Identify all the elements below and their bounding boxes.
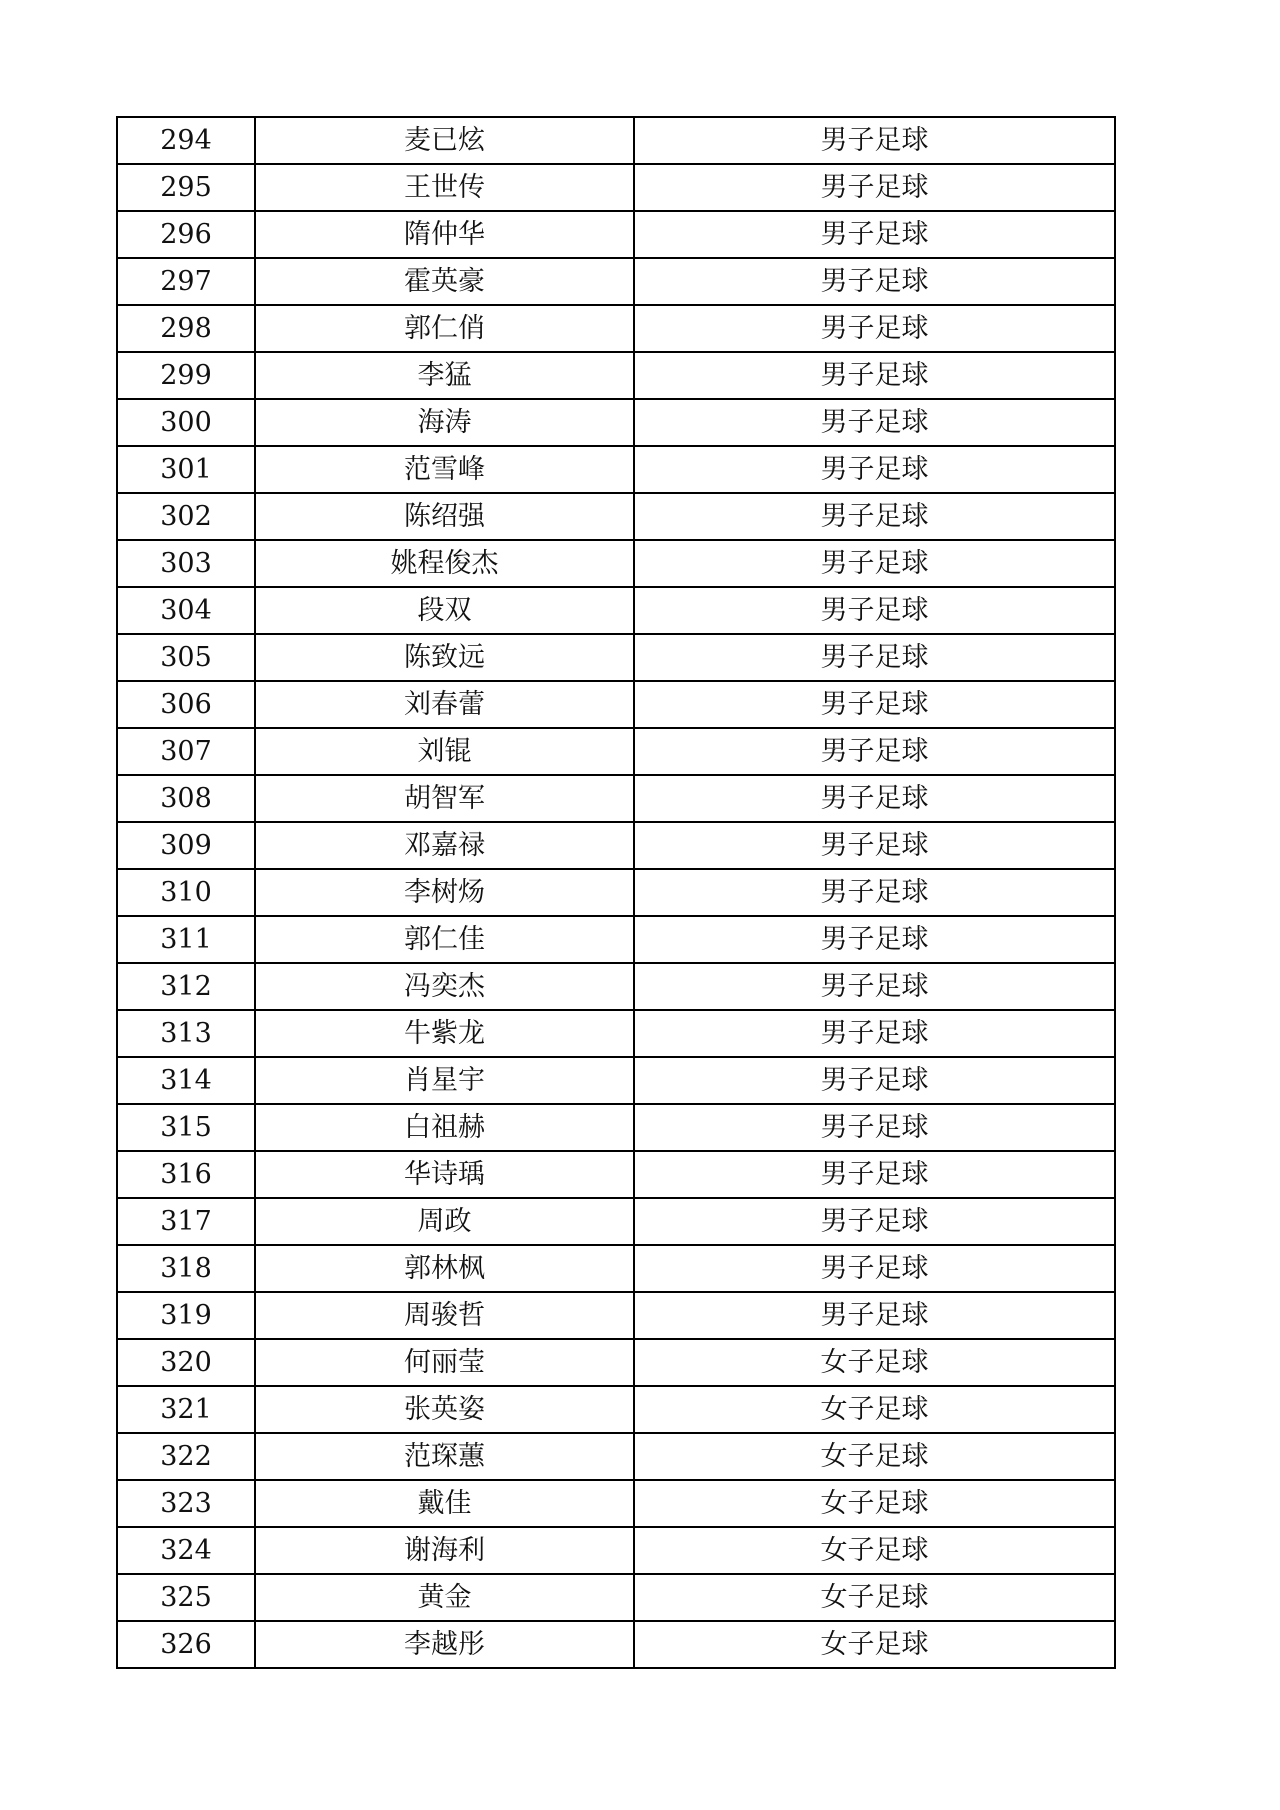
row-number-cell: 313: [117, 1010, 255, 1057]
sport-cell: 男子足球: [634, 869, 1115, 916]
sport-cell: 女子足球: [634, 1621, 1115, 1668]
sport-cell: 男子足球: [634, 728, 1115, 775]
row-number-cell: 294: [117, 117, 255, 164]
sport-cell: 男子足球: [634, 211, 1115, 258]
name-cell: 陈致远: [255, 634, 634, 681]
row-number-cell: 302: [117, 493, 255, 540]
sport-cell: 男子足球: [634, 1010, 1115, 1057]
sport-cell: 男子足球: [634, 775, 1115, 822]
table-row: [117, 493, 1115, 540]
row-number-cell: 314: [117, 1057, 255, 1104]
name-cell: 肖星宇: [255, 1057, 634, 1104]
table-row: [117, 728, 1115, 775]
sport-cell: 男子足球: [634, 1104, 1115, 1151]
row-number-cell: 295: [117, 164, 255, 211]
sport-cell: 男子足球: [634, 258, 1115, 305]
name-cell: 刘春蕾: [255, 681, 634, 728]
sport-cell: 女子足球: [634, 1480, 1115, 1527]
sport-cell: 男子足球: [634, 540, 1115, 587]
sport-cell: 女子足球: [634, 1527, 1115, 1574]
row-number-cell: 301: [117, 446, 255, 493]
name-cell: 华诗瑀: [255, 1151, 634, 1198]
roster-table: [116, 116, 1116, 1669]
table-row: [117, 258, 1115, 305]
name-cell: 黄金: [255, 1574, 634, 1621]
table-row: [117, 1339, 1115, 1386]
name-cell: 白祖赫: [255, 1104, 634, 1151]
name-cell: 谢海利: [255, 1527, 634, 1574]
sport-cell: 男子足球: [634, 916, 1115, 963]
row-number-cell: 303: [117, 540, 255, 587]
row-number-cell: 316: [117, 1151, 255, 1198]
name-cell: 牛紫龙: [255, 1010, 634, 1057]
sport-cell: 男子足球: [634, 822, 1115, 869]
row-number-cell: 312: [117, 963, 255, 1010]
name-cell: 胡智军: [255, 775, 634, 822]
row-number-cell: 307: [117, 728, 255, 775]
name-cell: 戴佳: [255, 1480, 634, 1527]
table-row: [117, 916, 1115, 963]
table-row: [117, 822, 1115, 869]
sport-cell: 男子足球: [634, 1151, 1115, 1198]
row-number-cell: 311: [117, 916, 255, 963]
table-row: [117, 1621, 1115, 1668]
name-cell: 刘锟: [255, 728, 634, 775]
row-number-cell: 306: [117, 681, 255, 728]
sport-cell: 女子足球: [634, 1574, 1115, 1621]
table-row: [117, 1245, 1115, 1292]
table-row: [117, 305, 1115, 352]
row-number-cell: 322: [117, 1433, 255, 1480]
name-cell: 海涛: [255, 399, 634, 446]
name-cell: 周政: [255, 1198, 634, 1245]
sport-cell: 女子足球: [634, 1339, 1115, 1386]
table-row: [117, 587, 1115, 634]
sport-cell: 男子足球: [634, 446, 1115, 493]
row-number-cell: 326: [117, 1621, 255, 1668]
name-cell: 邓嘉禄: [255, 822, 634, 869]
row-number-cell: 308: [117, 775, 255, 822]
table-row: [117, 1433, 1115, 1480]
name-cell: 郭林枫: [255, 1245, 634, 1292]
sport-cell: 男子足球: [634, 117, 1115, 164]
sport-cell: 男子足球: [634, 305, 1115, 352]
name-cell: 张英姿: [255, 1386, 634, 1433]
name-cell: 陈绍强: [255, 493, 634, 540]
table-row: [117, 775, 1115, 822]
sport-cell: 男子足球: [634, 1292, 1115, 1339]
name-cell: 冯奕杰: [255, 963, 634, 1010]
name-cell: 周骏哲: [255, 1292, 634, 1339]
table-row: [117, 1292, 1115, 1339]
table-row: [117, 963, 1115, 1010]
row-number-cell: 299: [117, 352, 255, 399]
table-row: [117, 352, 1115, 399]
sport-cell: 男子足球: [634, 681, 1115, 728]
name-cell: 李树炀: [255, 869, 634, 916]
row-number-cell: 320: [117, 1339, 255, 1386]
table-row: [117, 869, 1115, 916]
name-cell: 何丽莹: [255, 1339, 634, 1386]
row-number-cell: 318: [117, 1245, 255, 1292]
sport-cell: 女子足球: [634, 1433, 1115, 1480]
table-row: [117, 211, 1115, 258]
row-number-cell: 310: [117, 869, 255, 916]
row-number-cell: 304: [117, 587, 255, 634]
table-row: [117, 446, 1115, 493]
row-number-cell: 297: [117, 258, 255, 305]
sport-cell: 男子足球: [634, 1245, 1115, 1292]
name-cell: 麦已炫: [255, 117, 634, 164]
sport-cell: 男子足球: [634, 963, 1115, 1010]
sport-cell: 男子足球: [634, 634, 1115, 681]
table-row: [117, 634, 1115, 681]
table-row: [117, 1386, 1115, 1433]
name-cell: 郭仁俏: [255, 305, 634, 352]
sport-cell: 男子足球: [634, 164, 1115, 211]
table-row: [117, 1151, 1115, 1198]
row-number-cell: 315: [117, 1104, 255, 1151]
name-cell: 范琛蕙: [255, 1433, 634, 1480]
table-row: [117, 1574, 1115, 1621]
row-number-cell: 305: [117, 634, 255, 681]
table-row: [117, 1104, 1115, 1151]
sport-cell: 男子足球: [634, 352, 1115, 399]
table-row: [117, 540, 1115, 587]
row-number-cell: 309: [117, 822, 255, 869]
name-cell: 王世传: [255, 164, 634, 211]
name-cell: 范雪峰: [255, 446, 634, 493]
name-cell: 郭仁佳: [255, 916, 634, 963]
sport-cell: 男子足球: [634, 587, 1115, 634]
sport-cell: 男子足球: [634, 1057, 1115, 1104]
name-cell: 隋仲华: [255, 211, 634, 258]
sport-cell: 男子足球: [634, 493, 1115, 540]
table-row: [117, 164, 1115, 211]
row-number-cell: 324: [117, 1527, 255, 1574]
sport-cell: 男子足球: [634, 1198, 1115, 1245]
row-number-cell: 317: [117, 1198, 255, 1245]
table-row: [117, 1198, 1115, 1245]
sport-cell: 男子足球: [634, 399, 1115, 446]
row-number-cell: 296: [117, 211, 255, 258]
table-row: [117, 681, 1115, 728]
sport-cell: 女子足球: [634, 1386, 1115, 1433]
row-number-cell: 323: [117, 1480, 255, 1527]
table-row: [117, 1480, 1115, 1527]
table-row: [117, 117, 1115, 164]
row-number-cell: 298: [117, 305, 255, 352]
table-row: [117, 1010, 1115, 1057]
row-number-cell: 319: [117, 1292, 255, 1339]
table-row: [117, 1527, 1115, 1574]
row-number-cell: 325: [117, 1574, 255, 1621]
row-number-cell: 321: [117, 1386, 255, 1433]
table-row: [117, 1057, 1115, 1104]
name-cell: 霍英豪: [255, 258, 634, 305]
name-cell: 段双: [255, 587, 634, 634]
roster-table-body: [117, 117, 1115, 1668]
name-cell: 李越彤: [255, 1621, 634, 1668]
table-row: [117, 399, 1115, 446]
name-cell: 姚程俊杰: [255, 540, 634, 587]
name-cell: 李猛: [255, 352, 634, 399]
row-number-cell: 300: [117, 399, 255, 446]
